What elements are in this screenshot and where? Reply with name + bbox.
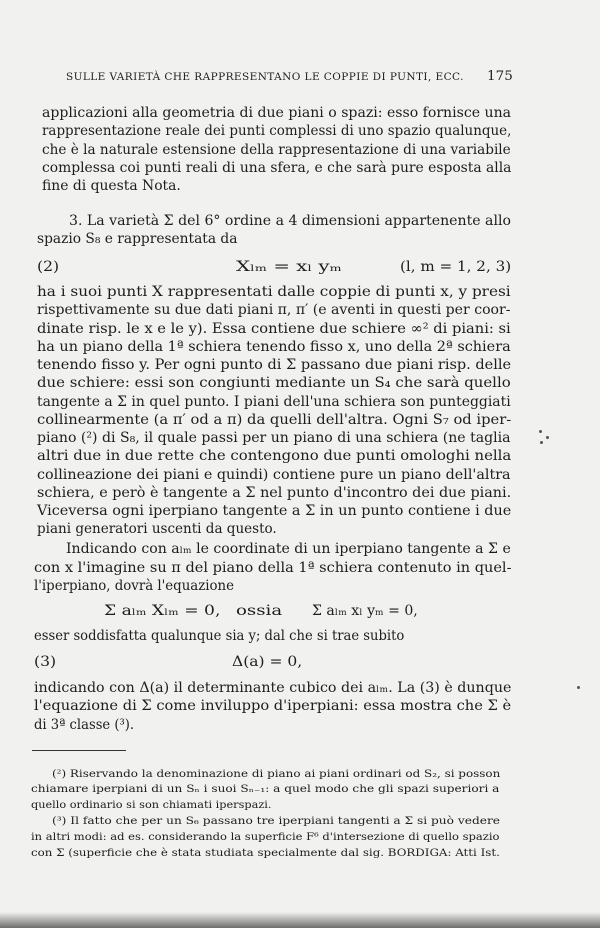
- text-line: dinate risp. le x e le y). Essa contiene due schiere ∞² di piani: si: [37, 321, 511, 337]
- text-line: con x l'imagine su π del piano della 1ª schiera contenuto in quel-: [34, 560, 512, 576]
- text-line: ha i suoi punti X rappresentati dalle coppie di punti x, y presi: [37, 284, 511, 300]
- page-number: 175: [487, 69, 513, 84]
- footnote-line: chiamare iperpiani di un Sₙ i suoi Sₙ₋₁: a quel modo che gli spazi superiori a: [31, 783, 500, 795]
- text-line: collinearmente (a π′ od a π) da quelli dell'altra. Ogni S₇ od iper-: [37, 412, 512, 428]
- text-line: piani generatori uscenti da questo.: [37, 521, 277, 537]
- text-line: Viceversa ogni iperpiano tangente a Σ in un punto contiene i due: [37, 503, 512, 519]
- footnote-rule: [32, 750, 126, 751]
- text-line: Indicando con aₗₘ le coordinate di un iperpiano tangente a Σ e: [66, 541, 511, 557]
- text-line: ha un piano della 1ª schiera tenendo fisso x, uno della 2ª schiera: [37, 339, 511, 355]
- print-speck: [577, 686, 580, 689]
- text-line: complessa coi punti reali di una sfera, e che sarà pure esposta alla: [42, 160, 512, 176]
- text-line: rappresentazione reale dei punti complessi di uno spazio qualunque,: [42, 123, 512, 139]
- footnote-line: quello ordinario si son chiamati iperspazi.: [31, 799, 272, 811]
- footnote-line: (²) Riservando la denominazione di piano ai piani ordinari od S₂, si posson: [52, 768, 501, 780]
- text-line: fine di questa Nota.: [42, 178, 181, 194]
- print-speck: [539, 430, 542, 433]
- equation-label: (2): [37, 259, 60, 275]
- text-line: collineazione dei piani e quindi) contiene pure un piano dell'altra: [37, 467, 511, 483]
- footnote-line: in altri modi: ad es. considerando la superficie F⁶ d'intersezione di quello spazio: [31, 831, 500, 843]
- text-line: due schiere: essi son congiunti mediante un S₄ che sarà quello: [37, 375, 511, 391]
- text-line: applicazioni alla geometria di due piani o spazi: esso fornisce una: [42, 105, 512, 121]
- equation: Δ(a) = 0,: [232, 654, 303, 670]
- text-line: tangente a Σ in quel punto. I piani dell'una schiera son punteggiati: [37, 394, 511, 410]
- running-header: SULLE VARIETÀ CHE RAPPRESENTANO LE COPPIE DI PUNTI, ECC.: [66, 72, 464, 83]
- text-line: tenendo fisso y. Per ogni punto di Σ passano due piani risp. delle: [37, 357, 512, 373]
- text-line: rispettivamente su due dati piani π, π′ (e aventi in questi per coor-: [37, 302, 511, 318]
- text-line: piano (²) di S₈, il quale passi per un piano di una schiera (ne taglia: [37, 430, 511, 446]
- text-line: l'iperpiano, dovrà l'equazione: [34, 578, 234, 594]
- equation-label: (3): [34, 654, 57, 670]
- footnote-line: con Σ (superficie che è stata studiata specialmente dal sig. BORDIGA: Atti Ist.: [31, 847, 500, 859]
- equation: Σ aₗₘ xₗ yₘ = 0,: [312, 603, 418, 619]
- equation-connector: ossia: [236, 603, 283, 619]
- text-line: di 3ª classe (³).: [34, 717, 135, 733]
- text-line: schiera, e però è tangente a Σ nel punto d'incontro dei due piani.: [37, 485, 512, 501]
- equation-range: (l, m = 1, 2, 3): [400, 259, 512, 275]
- text-line: indicando con Δ(a) il determinante cubico dei aₗₘ. La (3) è dunque: [34, 680, 512, 696]
- text-line: 3. La varietà Σ del 6° ordine a 4 dimensioni appartenente allo: [69, 213, 511, 229]
- print-speck: [546, 436, 549, 439]
- equation: Σ aₗₘ Xₗₘ = 0,: [104, 603, 221, 619]
- footnote-line: (³) Il fatto che per un S₆ passano tre iperpiani tangenti a Σ si può vedere: [52, 815, 501, 827]
- equation: Xₗₘ = xₗ yₘ: [236, 259, 342, 275]
- text-line: l'equazione di Σ come inviluppo d'iperpiani: essa mostra che Σ è: [34, 698, 512, 714]
- text-line: spazio S₈ e rappresentata da: [37, 231, 238, 247]
- text-line: esser soddisfatta qualunque sia y; dal che si trae subito: [34, 628, 405, 644]
- text-line: altri due in due rette che contengono due punti omologhi nella: [37, 448, 512, 464]
- print-speck: [540, 441, 543, 444]
- page-edge-shadow: [0, 912, 600, 928]
- text-line: che è la naturale estensione della rappresentazione di una variabile: [42, 142, 511, 158]
